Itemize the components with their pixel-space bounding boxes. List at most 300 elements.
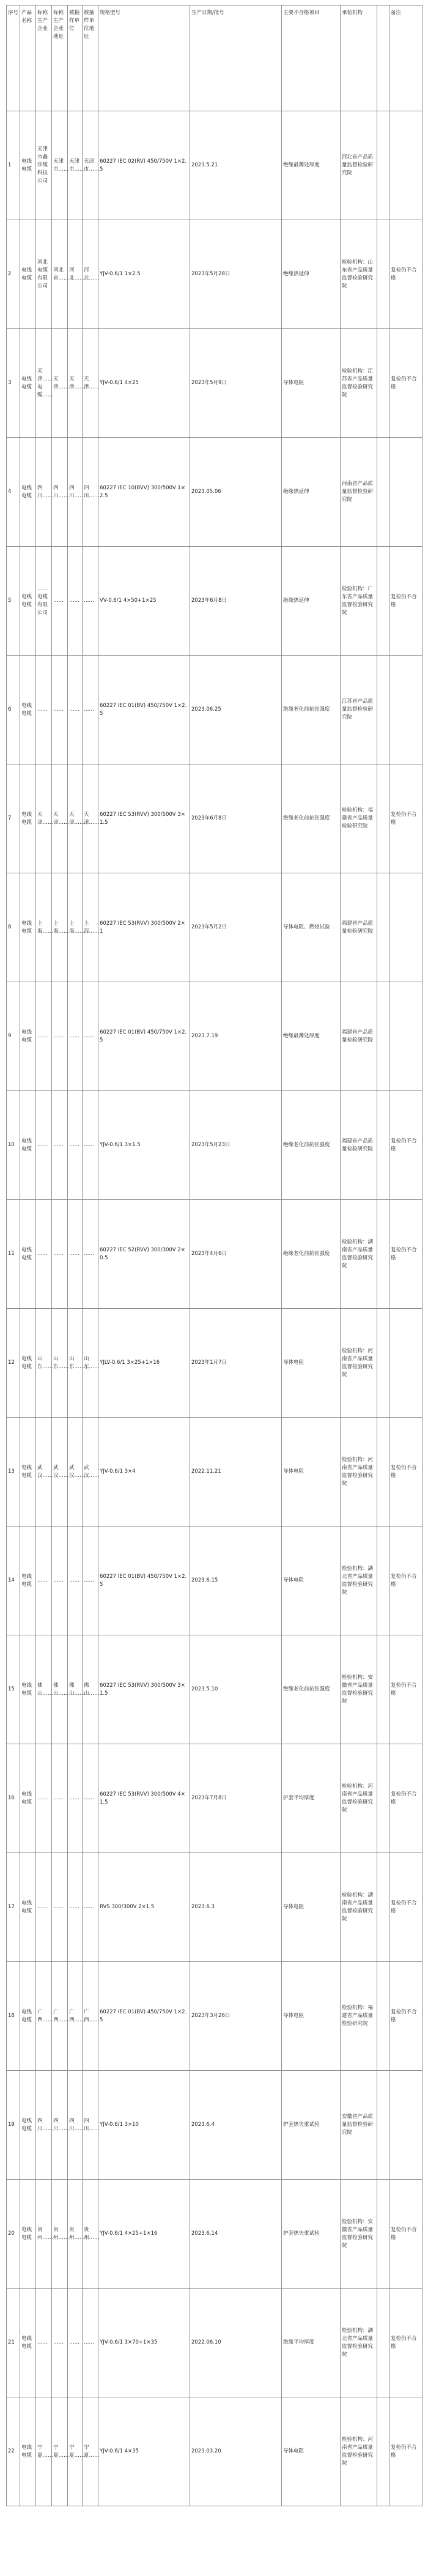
defects-cell: 绝缘老化前抗张强度: [282, 1635, 341, 1744]
batch-cell: 2023.03.20: [190, 2397, 282, 2506]
spec-cell: YJV-0.6/1 4×25+1×16: [98, 2180, 190, 2289]
spec-cell: VV-0.6/1 4×50+1×25: [98, 547, 190, 656]
seized-unit-cell: 天津……: [68, 329, 83, 438]
blank-cell-cell: [377, 1527, 389, 1635]
seized-unit-cell: 天津……: [68, 764, 83, 873]
seized-unit-cell: 山东……: [68, 1309, 83, 1418]
seized-unit-cell: ……: [68, 656, 83, 764]
producer-address-cell: 天津……: [52, 329, 68, 438]
row-number-cell: 3: [7, 329, 20, 438]
defects-cell: 导体电阻: [282, 1962, 341, 2071]
table-row: [7, 873, 422, 982]
note-cell: 复检仍不合格: [389, 764, 422, 873]
spec-cell: YJV-0.6/1 4×25: [98, 329, 190, 438]
seized-address-cell: 四川……: [83, 2071, 98, 2180]
batch-cell: 2023.6.15: [190, 1527, 282, 1635]
note-cell: [389, 656, 422, 764]
seized-address-cell: 广西……: [83, 1962, 98, 2071]
producer-cell: 四川……: [36, 2071, 52, 2180]
blank-cell-cell: [377, 2180, 389, 2289]
seized-address-cell: 山东……: [83, 1309, 98, 1418]
row-number-cell: 9: [7, 982, 20, 1091]
note-cell: 复检仍不合格: [389, 2289, 422, 2397]
row-number-cell: 22: [7, 2397, 20, 2506]
note-cell: 复检仍不合格: [389, 1744, 422, 1853]
note-cell: 复检仍不合格: [389, 1091, 422, 1200]
defects-cell: 导体电阻: [282, 1309, 341, 1418]
seized-unit-cell: ……: [68, 1091, 83, 1200]
producer-address-cell: 广西……: [52, 1962, 68, 2071]
batch-cell: 2023年1月7日: [190, 1309, 282, 1418]
producer-cell: 天津……电缆……: [36, 329, 52, 438]
producer-cell: ……: [36, 656, 52, 764]
producer-address-cell: 四川……: [52, 2071, 68, 2180]
col-header-no: 序号: [7, 6, 20, 111]
producer-address-cell: 宁夏……: [52, 2397, 68, 2506]
row-number-cell: 14: [7, 1527, 20, 1635]
producer-cell: 上海……: [36, 873, 52, 982]
seized-unit-cell: ……: [68, 1744, 83, 1853]
producer-address-cell: 天津市……: [52, 111, 68, 220]
note-cell: 复检仍不合格: [389, 329, 422, 438]
blank-cell-cell: [377, 982, 389, 1091]
product-name-cell: 电线电缆: [20, 1744, 36, 1853]
col-header-defects: 主要不合格项目: [282, 6, 341, 111]
batch-cell: 2023.7.19: [190, 982, 282, 1091]
seized-unit-cell: ……: [68, 2289, 83, 2397]
defects-cell: 绝缘老化前抗张强度: [282, 1091, 341, 1200]
defects-cell: 绝缘热延伸: [282, 220, 341, 329]
note-cell: [389, 111, 422, 220]
sampling-results-table: [6, 5, 422, 2506]
defects-cell: 导体电阻、燃烧试验: [282, 873, 341, 982]
table-row: [7, 982, 422, 1091]
seized-address-cell: 天津……: [83, 764, 98, 873]
inspector-cell: 检验机构：安徽省产品质量监督检验研究院: [341, 2180, 377, 2289]
col-header-spec: 规格型号: [98, 6, 190, 111]
defects-cell: 护套热失重试验: [282, 2180, 341, 2289]
row-number-cell: 8: [7, 873, 20, 982]
producer-address-cell: 河北省……: [52, 220, 68, 329]
blank-cell-cell: [377, 438, 389, 547]
producer-address-cell: 武汉……: [52, 1418, 68, 1527]
seized-unit-cell: ……: [68, 547, 83, 656]
producer-cell: 天津市鑫华缆科技公司: [36, 111, 52, 220]
producer-cell: 佛山……: [36, 1635, 52, 1744]
defects-cell: 导体电阻: [282, 2397, 341, 2506]
row-number-cell: 2: [7, 220, 20, 329]
batch-cell: 2023年5月2日: [190, 873, 282, 982]
row-number-cell: 6: [7, 656, 20, 764]
spec-cell: YJV-0.6/1 3×1.5: [98, 1091, 190, 1200]
table-row: [7, 1200, 422, 1309]
note-cell: [389, 982, 422, 1091]
batch-cell: 2023年5月28日: [190, 220, 282, 329]
spec-cell: 60227 IEC 53(RVV) 300/500V 4×1.5: [98, 1744, 190, 1853]
blank-cell-cell: [377, 220, 389, 329]
product-name-cell: 电线电缆: [20, 1200, 36, 1309]
batch-cell: 2023年5月23日: [190, 1091, 282, 1200]
batch-cell: 2023.06.25: [190, 656, 282, 764]
note-cell: 复检仍不合格: [389, 1200, 422, 1309]
inspector-cell: 福建省产品质量检验研究院: [341, 982, 377, 1091]
producer-cell: 广西……: [36, 1962, 52, 2071]
seized-address-cell: 河北……: [83, 220, 98, 329]
row-number-cell: 11: [7, 1200, 20, 1309]
product-name-cell: 电线电缆: [20, 1309, 36, 1418]
spec-cell: RVS 300/300V 2×1.5: [98, 1853, 190, 1962]
batch-cell: 2022.06.10: [190, 2289, 282, 2397]
producer-address-cell: ……: [52, 1853, 68, 1962]
note-cell: 复检仍不合格: [389, 1962, 422, 2071]
blank-cell-cell: [377, 1744, 389, 1853]
table-row: [7, 438, 422, 547]
note-cell: 复检仍不合格: [389, 547, 422, 656]
seized-unit-cell: 四川……: [68, 438, 83, 547]
producer-address-cell: 佛山……: [52, 1635, 68, 1744]
batch-cell: 2023.6.3: [190, 1853, 282, 1962]
blank-cell-cell: [377, 1309, 389, 1418]
row-number-cell: 5: [7, 547, 20, 656]
spec-cell: 60227 IEC 53(RVV) 300/500V 3×1.5: [98, 764, 190, 873]
col-header-note: 备注: [389, 6, 422, 111]
batch-cell: 2023.6.14: [190, 2180, 282, 2289]
producer-cell: 天津……: [36, 764, 52, 873]
table-row: [7, 1853, 422, 1962]
producer-address-cell: 贵州……: [52, 2180, 68, 2289]
col-header-batch: 生产日期/批号: [190, 6, 282, 111]
product-name-cell: 电线电缆: [20, 329, 36, 438]
inspector-cell: 检验机构：河南省产品质量监督检验研究院: [341, 1744, 377, 1853]
spec-cell: YJV-0.6/1 3×10: [98, 2071, 190, 2180]
note-cell: 复检仍不合格: [389, 1853, 422, 1962]
seized-unit-cell: ……: [68, 982, 83, 1091]
seized-address-cell: 佛山……: [83, 1635, 98, 1744]
producer-address-cell: 山东……: [52, 1309, 68, 1418]
seized-unit-cell: ……: [68, 1853, 83, 1962]
table-row: [7, 220, 422, 329]
blank-cell-cell: [377, 1635, 389, 1744]
producer-cell: 河北电缆有限公司: [36, 220, 52, 329]
product-name-cell: 电线电缆: [20, 1635, 36, 1744]
producer-cell: ……: [36, 1200, 52, 1309]
blank-cell-cell: [377, 1418, 389, 1527]
batch-cell: 2023.5.21: [190, 111, 282, 220]
spec-cell: YJV-0.6/1 3×70+1×35: [98, 2289, 190, 2397]
table-row: [7, 1309, 422, 1418]
producer-address-cell: ……: [52, 1200, 68, 1309]
blank-cell-cell: [377, 1853, 389, 1962]
spec-cell: YJV-0.6/1 4×35: [98, 2397, 190, 2506]
report-page: [6, 5, 422, 2506]
blank-cell-cell: [377, 329, 389, 438]
inspector-cell: 检验机构：安徽省产品质量监督检验研究院: [341, 1635, 377, 1744]
inspector-cell: 河北省产品质量监督检验研究院: [341, 111, 377, 220]
defects-cell: 绝缘最薄处厚度: [282, 111, 341, 220]
spec-cell: 60227 IEC 53(RVV) 300/500V 3×1.5: [98, 1635, 190, 1744]
batch-cell: 2023年6月8日: [190, 764, 282, 873]
seized-address-cell: ……: [83, 547, 98, 656]
spec-cell: 60227 IEC 01(BV) 450/750V 1×2.5: [98, 1962, 190, 2071]
product-name-cell: 电线电缆: [20, 1418, 36, 1527]
seized-address-cell: 上海……: [83, 873, 98, 982]
product-name-cell: 电线电缆: [20, 2071, 36, 2180]
table-row: [7, 2180, 422, 2289]
note-cell: 复检仍不合格: [389, 1527, 422, 1635]
spec-cell: YJLV-0.6/1 3×25+1×16: [98, 1309, 190, 1418]
seized-address-cell: ……: [83, 1527, 98, 1635]
defects-cell: 绝缘热延伸: [282, 547, 341, 656]
producer-address-cell: 上海……: [52, 873, 68, 982]
batch-cell: 2023年4月6日: [190, 1200, 282, 1309]
product-name-cell: 电线电缆: [20, 2180, 36, 2289]
col-header-inspector: 承检机构: [341, 6, 377, 111]
seized-unit-cell: 天津市……: [68, 111, 83, 220]
producer-cell: 宁夏……: [36, 2397, 52, 2506]
note-cell: [389, 2071, 422, 2180]
row-number-cell: 1: [7, 111, 20, 220]
seized-address-cell: 四川……: [83, 438, 98, 547]
table-row: [7, 111, 422, 220]
spec-cell: 60227 IEC 02(RV) 450/750V 1×2.5: [98, 111, 190, 220]
inspector-cell: 检验机构：湖北省产品质量监督检验研究院: [341, 1527, 377, 1635]
inspector-cell: 检验机构：山东省产品质量监督检验研究院: [341, 220, 377, 329]
producer-cell: ……: [36, 1744, 52, 1853]
blank-cell-cell: [377, 111, 389, 220]
defects-cell: 绝缘平均厚度: [282, 2289, 341, 2397]
batch-cell: 2023.05.06: [190, 438, 282, 547]
seized-address-cell: 宁夏……: [83, 2397, 98, 2506]
inspector-cell: 检验机构：湖南省产品质量监督检验研究院: [341, 1200, 377, 1309]
seized-address-cell: 天津……: [83, 329, 98, 438]
product-name-cell: 电线电缆: [20, 982, 36, 1091]
inspector-cell: 检验机构：河南省产品质量监督检验研究院: [341, 1309, 377, 1418]
defects-cell: 导体电阻: [282, 1527, 341, 1635]
defects-cell: 导体电阻: [282, 1418, 341, 1527]
blank-cell-cell: [377, 656, 389, 764]
seized-address-cell: ……: [83, 2289, 98, 2397]
seized-address-cell: ……: [83, 1744, 98, 1853]
spec-cell: 60227 IEC 53(RVV) 300/500V 2×1: [98, 873, 190, 982]
table-row: [7, 1962, 422, 2071]
seized-unit-cell: 四川……: [68, 2071, 83, 2180]
inspector-cell: 河南省产品质量监督检验研究院: [341, 438, 377, 547]
batch-cell: 2023年5月9日: [190, 329, 282, 438]
table-row: [7, 2071, 422, 2180]
row-number-cell: 16: [7, 1744, 20, 1853]
defects-cell: 绝缘老化前抗张强度: [282, 1200, 341, 1309]
product-name-cell: 电线电缆: [20, 2397, 36, 2506]
producer-address-cell: ……: [52, 1527, 68, 1635]
inspector-cell: 安徽省产品质量监督检验研究院: [341, 2071, 377, 2180]
col-header-seized-unit: 被抽样单位: [68, 6, 83, 111]
batch-cell: 2023.6.4: [190, 2071, 282, 2180]
defects-cell: 绝缘老化前抗张强度: [282, 764, 341, 873]
defects-cell: 绝缘老化前抗张强度: [282, 656, 341, 764]
producer-cell: ……: [36, 1527, 52, 1635]
product-name-cell: 电线电缆: [20, 1853, 36, 1962]
producer-cell: ……电缆有限公司: [36, 547, 52, 656]
batch-cell: 2023年7月8日: [190, 1744, 282, 1853]
spec-cell: 60227 IEC 01(BV) 450/750V 1×2.5: [98, 656, 190, 764]
product-name-cell: 电线电缆: [20, 2289, 36, 2397]
blank-cell-cell: [377, 2397, 389, 2506]
producer-address-cell: ……: [52, 982, 68, 1091]
product-name-cell: 电线电缆: [20, 547, 36, 656]
product-name-cell: 电线电缆: [20, 873, 36, 982]
producer-address-cell: ……: [52, 656, 68, 764]
producer-address-cell: ……: [52, 1744, 68, 1853]
col-header-seized-addr: 被抽样单位地址: [83, 6, 98, 111]
defects-cell: 护套平均厚度: [282, 1744, 341, 1853]
seized-address-cell: 贵州……: [83, 2180, 98, 2289]
product-name-cell: 电线电缆: [20, 1527, 36, 1635]
col-header-blank: [377, 6, 389, 111]
batch-cell: 2022.11.21: [190, 1418, 282, 1527]
product-name-cell: 电线电缆: [20, 1962, 36, 2071]
seized-address-cell: 天津市……: [83, 111, 98, 220]
producer-address-cell: ……: [52, 2289, 68, 2397]
spec-cell: 60227 IEC 10(BVV) 300/500V 1×2.5: [98, 438, 190, 547]
spec-cell: 60227 IEC 01(BV) 450/750V 1×2.5: [98, 982, 190, 1091]
note-cell: 复检仍不合格: [389, 2180, 422, 2289]
seized-address-cell: 武汉……: [83, 1418, 98, 1527]
product-name-cell: 电线电缆: [20, 220, 36, 329]
blank-cell-cell: [377, 1962, 389, 2071]
row-number-cell: 13: [7, 1418, 20, 1527]
producer-cell: 武汉……: [36, 1418, 52, 1527]
row-number-cell: 20: [7, 2180, 20, 2289]
inspector-cell: 江苏省产品质量监督检验研究院: [341, 656, 377, 764]
product-name-cell: 电线电缆: [20, 438, 36, 547]
product-name-cell: 电线电缆: [20, 111, 36, 220]
row-number-cell: 4: [7, 438, 20, 547]
batch-cell: 2023年3月26日: [190, 1962, 282, 2071]
note-cell: 复检仍不合格: [389, 220, 422, 329]
blank-cell-cell: [377, 2071, 389, 2180]
inspector-cell: 检验机构：福建省产品质量检验研究院: [341, 1962, 377, 2071]
product-name-cell: 电线电缆: [20, 656, 36, 764]
defects-cell: 护套热失重试验: [282, 2071, 341, 2180]
seized-unit-cell: 宁夏……: [68, 2397, 83, 2506]
blank-cell-cell: [377, 1200, 389, 1309]
producer-cell: ……: [36, 982, 52, 1091]
seized-unit-cell: 上海……: [68, 873, 83, 982]
table-row: [7, 547, 422, 656]
row-number-cell: 10: [7, 1091, 20, 1200]
col-header-product-name: 产品名称: [20, 6, 36, 111]
producer-address-cell: 天津……: [52, 764, 68, 873]
inspector-cell: 福建省产品质量检验研究院: [341, 873, 377, 982]
defects-cell: 导体电阻: [282, 329, 341, 438]
inspector-cell: 检验机构：河南省产品质量监督检验研究院: [341, 1418, 377, 1527]
producer-cell: ……: [36, 2289, 52, 2397]
note-cell: [389, 438, 422, 547]
spec-cell: 60227 IEC 52(RVV) 300/300V 2×0.5: [98, 1200, 190, 1309]
producer-cell: 山东……: [36, 1309, 52, 1418]
inspector-cell: 检验机构：江苏省产品质量监督检验研究院: [341, 329, 377, 438]
row-number-cell: 12: [7, 1309, 20, 1418]
table-header-row: [7, 6, 422, 111]
inspector-cell: 检验机构：广东省产品质量监督检验研究院: [341, 547, 377, 656]
table-body: [7, 111, 422, 2506]
inspector-cell: 福建省产品质量检验研究院: [341, 1091, 377, 1200]
seized-unit-cell: ……: [68, 1200, 83, 1309]
product-name-cell: 电线电缆: [20, 1091, 36, 1200]
note-cell: 复检仍不合格: [389, 2397, 422, 2506]
producer-address-cell: ……: [52, 547, 68, 656]
producer-address-cell: 四川……: [52, 438, 68, 547]
spec-cell: YJV-0.6/1 1×2.5: [98, 220, 190, 329]
table-row: [7, 1744, 422, 1853]
producer-cell: 贵州……: [36, 2180, 52, 2289]
producer-address-cell: ……: [52, 1091, 68, 1200]
note-cell: 复检仍不合格: [389, 1635, 422, 1744]
spec-cell: 60227 IEC 01(BV) 450/750V 1×2.5: [98, 1527, 190, 1635]
seized-address-cell: ……: [83, 1853, 98, 1962]
defects-cell: 绝缘最薄处厚度: [282, 982, 341, 1091]
inspector-cell: 检验机构：湖南省产品质量监督检验研究院: [341, 1853, 377, 1962]
product-name-cell: 电线电缆: [20, 764, 36, 873]
col-header-producer: 标称生产企业: [36, 6, 52, 111]
seized-unit-cell: 广西……: [68, 1962, 83, 2071]
seized-unit-cell: ……: [68, 1527, 83, 1635]
batch-cell: 2023.5.10: [190, 1635, 282, 1744]
row-number-cell: 21: [7, 2289, 20, 2397]
seized-address-cell: ……: [83, 1091, 98, 1200]
producer-cell: ……: [36, 1091, 52, 1200]
note-cell: 复检仍不合格: [389, 1418, 422, 1527]
blank-cell-cell: [377, 1091, 389, 1200]
inspector-cell: 检验机构：河南省产品质量监督检验研究院: [341, 2397, 377, 2506]
row-number-cell: 17: [7, 1853, 20, 1962]
producer-cell: ……: [36, 1853, 52, 1962]
seized-address-cell: ……: [83, 1200, 98, 1309]
blank-cell-cell: [377, 547, 389, 656]
note-cell: [389, 1309, 422, 1418]
table-row: [7, 1527, 422, 1635]
seized-address-cell: ……: [83, 656, 98, 764]
seized-unit-cell: 河北……: [68, 220, 83, 329]
row-number-cell: 7: [7, 764, 20, 873]
row-number-cell: 19: [7, 2071, 20, 2180]
row-number-cell: 15: [7, 1635, 20, 1744]
table-row: [7, 1635, 422, 1744]
blank-cell-cell: [377, 873, 389, 982]
table-row: [7, 329, 422, 438]
table-row: [7, 1091, 422, 1200]
inspector-cell: 检验机构：湖北省产品质量监督检验研究院: [341, 2289, 377, 2397]
table-row: [7, 1418, 422, 1527]
row-number-cell: 18: [7, 1962, 20, 2071]
seized-unit-cell: 贵州……: [68, 2180, 83, 2289]
table-row: [7, 764, 422, 873]
defects-cell: 导体电阻: [282, 1853, 341, 1962]
table-row: [7, 656, 422, 764]
producer-cell: 四川……: [36, 438, 52, 547]
seized-unit-cell: 佛山……: [68, 1635, 83, 1744]
seized-address-cell: ……: [83, 982, 98, 1091]
inspector-cell: 检验机构：福建省产品质量检验研究院: [341, 764, 377, 873]
spec-cell: YJV-0.6/1 3×4: [98, 1418, 190, 1527]
batch-cell: 2023年6月8日: [190, 547, 282, 656]
table-row: [7, 2289, 422, 2397]
blank-cell-cell: [377, 764, 389, 873]
col-header-producer-addr: 标称生产企业地址: [52, 6, 68, 111]
blank-cell-cell: [377, 2289, 389, 2397]
table-row: [7, 2397, 422, 2506]
defects-cell: 绝缘热延伸: [282, 438, 341, 547]
